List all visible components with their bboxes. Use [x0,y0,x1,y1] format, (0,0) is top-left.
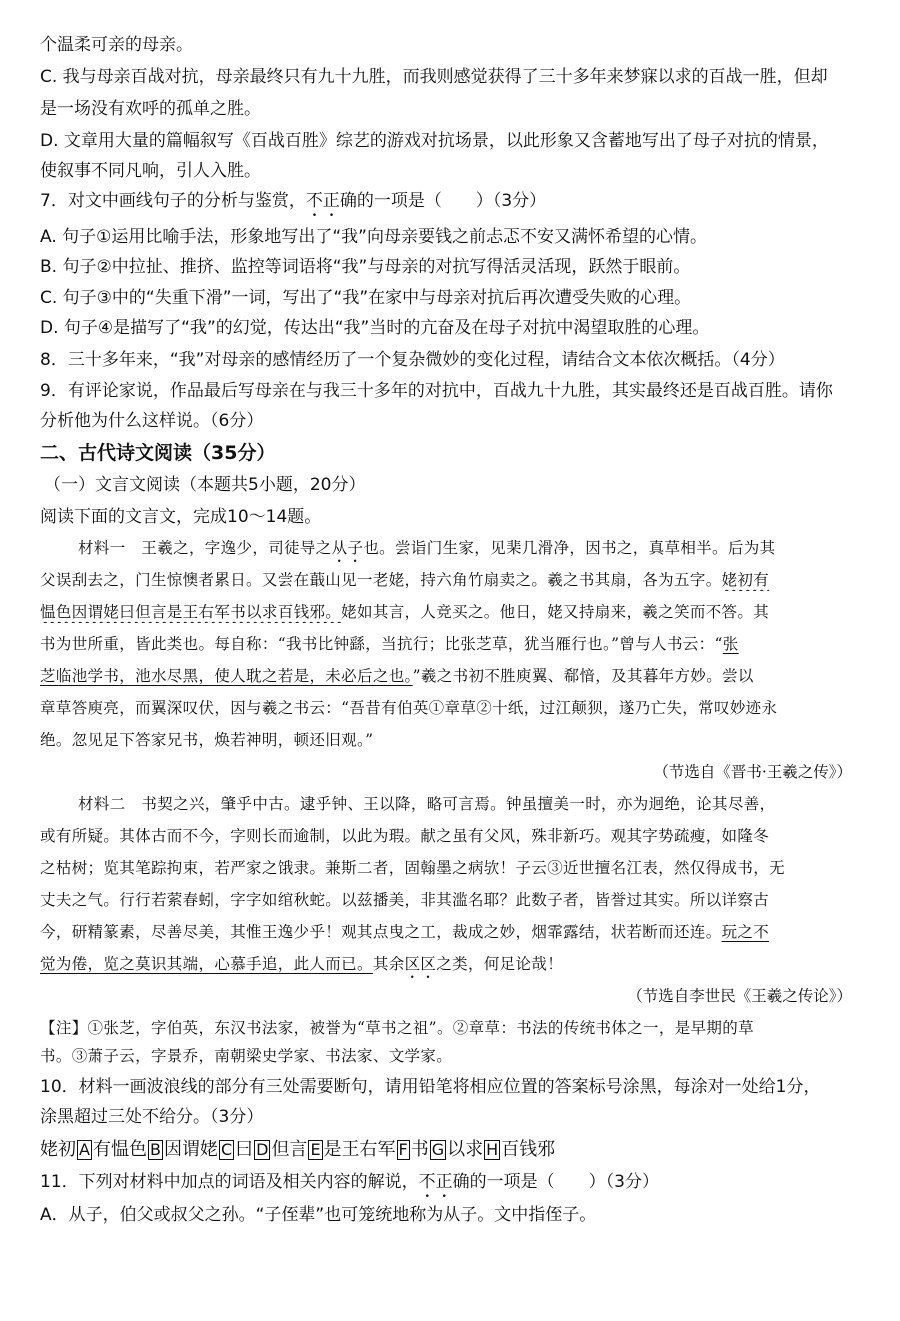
m2-text: 其余 [372,955,405,973]
m1-text: 父误刮去之，门生惊懊者累日。又尝在蕺山见一老姥，持六角竹扇卖之。羲之书其扇，各为五字。 [40,571,722,589]
q7-option-c: C. 句子③中的“失重下滑”一词，写出了“我”在家中与母亲对抗后再次遭受失败的心理。 [40,288,692,308]
material-1-line [40,601,870,623]
material-2-line: 之枯树；览其笔踪拘束，若严家之饿隶。兼斯二者，固翰墨之病欤！子云③近世擅名江表，然仅得成书，无 [40,859,785,877]
option-d-text-cont: 使叙事不同凡响，引人入胜。 [40,161,261,181]
subsection-heading: （一）文言文阅读（本题共5小题，20分） [44,475,366,495]
q10-answer-box-g[interactable]: G [431,1140,445,1159]
question-9: 9．有评论家说，作品最后写母亲在与我三十多年的对抗中，百战九十九胜，其实最终还是百战百胜。请你 [40,381,833,401]
q7-option-b: B. 句子②中拉扯、推挤、监控等词语将“我”与母亲的对抗写得活灵活现，跃然于眼前。 [40,257,691,277]
annotation-note-cont: 书。③萧子云，字景乔，南朝梁史学家、书法家、文学家。 [40,1047,453,1065]
m1-underlined-text: 张 [722,635,739,653]
q10-answer-box-h[interactable]: H [486,1140,499,1159]
q10-answer-box-b[interactable]: B [149,1140,161,1159]
material-1-line [40,633,870,655]
q10-option-text: 因谓姥 [163,1139,218,1160]
m1-underlined-text: 芝临池学书，池水尽黑，使人耽之若是，未必后之也。 [40,667,413,685]
material-1-source: （节选自《晋书·王羲之传》） [653,763,852,781]
q10-answer-options [40,1139,870,1161]
q10-answer-box-e[interactable]: E [310,1140,321,1159]
q7-option-a: A. 句子①运用比喻手法，形象地写出了“我”向母亲要钱之前忐忑不安又满怀希望的心情。 [40,227,707,247]
m1-wavy-text: 姥初有 [721,571,770,589]
q10-option-text: 百钱邪 [501,1139,556,1160]
m2-text: 之类，何足论哉！ [436,955,564,973]
material-1-line [40,569,870,591]
material-1-line [40,665,870,687]
q10-option-text: 是王右军 [323,1139,396,1160]
material-1-line [78,537,870,566]
material-2-line [40,953,870,982]
annotation-note: 【注】①张芝，字伯英，东汉书法家，被誉为“草书之祖”。②章草：书法的传统书体之一，是早期的草 [40,1019,754,1037]
question-8: 8．三十多年来，“我”对母亲的感情经历了一个复杂微妙的变化过程，请结合文本依次概括。（4分） [40,350,785,370]
q11-option-a: A．从子，伯父或叔父之孙。“子侄辈”也可笼统地称为从子。文中指侄子。 [40,1205,597,1225]
q10-option-text: 曰 [235,1139,254,1160]
m1-text: 姥如其言，人竞买之。他日，姥又持扇来，羲之笑而不答。其 [341,603,770,621]
q10-answer-box-c[interactable]: C [220,1140,233,1159]
m1-text: 材料一 王羲之，字逸少，司徒导之 [78,539,332,557]
m1-dotted-word: 从子 [331,539,364,557]
q11-prefix: 11．下列对材料中加点的词语及相关内容的解说， [40,1172,419,1192]
material-1-line: 绝。忽见足下答家兄书，焕若神明，顿还旧观。” [40,731,374,749]
m1-wavy-text: 愠色因谓姥曰但言是王右军书以求百钱邪。 [40,603,342,621]
q10-option-text: 以求 [447,1139,484,1160]
material-1-line: 章草答庾亮，而翼深叹伏，因与羲之书云：“吾昔有伯英①章草②十纸，过江颠狈，遂乃亡失，常叹妙迹永 [40,699,778,717]
m2-text: 今，研精篆素，尽善尽美，其惟王逸少乎！观其点曳之工，裁成之妙，烟霏露结，状若断而还连。 [40,923,722,941]
m1-text: 书为世所重，皆此类也。每自称：“我书比钟繇，当抗行；比张芝草，犹当雁行也。”曾与人书云：“ [40,635,723,653]
q7-option-d: D. 句子④是描写了“我”的幻觉，传达出“我”当时的亢奋及在母子对抗中渴望取胜的心理。 [40,318,710,338]
m2-underlined-text: 觉为倦，览之莫识其端，心慕手追，此人而已。 [40,955,373,973]
option-c-text-cont: 是一场没有欢呼的孤单之胜。 [40,99,261,119]
q10-option-pre: 姥初 [40,1139,76,1160]
q11-suffix: 确的一项是（ ）（3分） [452,1172,659,1192]
reading-instruction: 阅读下面的文言文，完成10～14题。 [40,507,322,527]
material-2-line: 丈夫之气。行行若萦春蚓，字字如绾秋蛇。以兹播美，非其滥名耶？此数子者，皆誉过其实。所以详察古 [40,891,770,909]
question-11 [40,1171,870,1202]
option-d-text: D. 文章用大量的篇幅叙写《百战百胜》综艺的游戏对抗场景，以此形象又含蓄地写出了母子对抗的情景， [40,131,829,151]
q10-answer-box-d[interactable]: D [256,1140,269,1159]
q10-option-text: 有愠色 [92,1139,147,1160]
question-7 [40,190,870,221]
question-10-cont: 涂黑超过三处不给分。（3分） [40,1107,264,1127]
q11-emphasis: 不正 [418,1172,453,1192]
m2-dotted-word: 区区 [404,955,437,973]
q7-prefix: 7．对文中画线句子的分析与鉴赏， [40,191,306,211]
m1-text: ”羲之书初不胜庾翼、郗愔，及其暮年方妙。尝以 [412,667,754,685]
q10-option-text: 但言 [271,1139,308,1160]
material-2-line [40,921,870,943]
text-line: 个温柔可亲的母亲。 [40,35,193,55]
option-c-text: C. 我与母亲百战对抗，母亲最终只有九十九胜，而我则感觉获得了三十多年来梦寐以求的百战一胜，但却 [40,67,828,87]
q7-emphasis: 不正 [305,191,340,211]
question-9-cont: 分析他为什么这样说。（6分） [40,411,264,431]
m1-text: 也。尝诣门生家，见棐几滑净，因书之，真草相半。后为其 [363,539,776,557]
material-2-line: 材料二 书契之兴，肇乎中古。逮乎钟、王以降，略可言焉。钟虽擅美一时，亦为迥绝，论其尽善， [78,795,776,813]
q10-option-text: 书 [410,1139,429,1160]
m2-underlined-text: 玩之不 [721,923,770,941]
material-2-source: （节选自李世民《王羲之传论》） [627,987,852,1005]
question-10: 10．材料一画波浪线的部分有三处需要断句，请用铅笔将相应位置的答案标号涂黑，每涂对一处给1分， [40,1077,821,1097]
q10-answer-box-a[interactable]: A [79,1140,90,1159]
q10-answer-box-f[interactable]: F [398,1140,408,1159]
q7-suffix: 确的一项是（ ）（3分） [339,191,547,211]
section-heading: 二、古代诗文阅读（35分） [40,442,276,464]
material-2-line: 或有所疑。其体古而不今，字则长而逾制，以此为瑕。献之虽有父风，殊非新巧。观其字势疏瘦，如隆冬 [40,827,770,845]
